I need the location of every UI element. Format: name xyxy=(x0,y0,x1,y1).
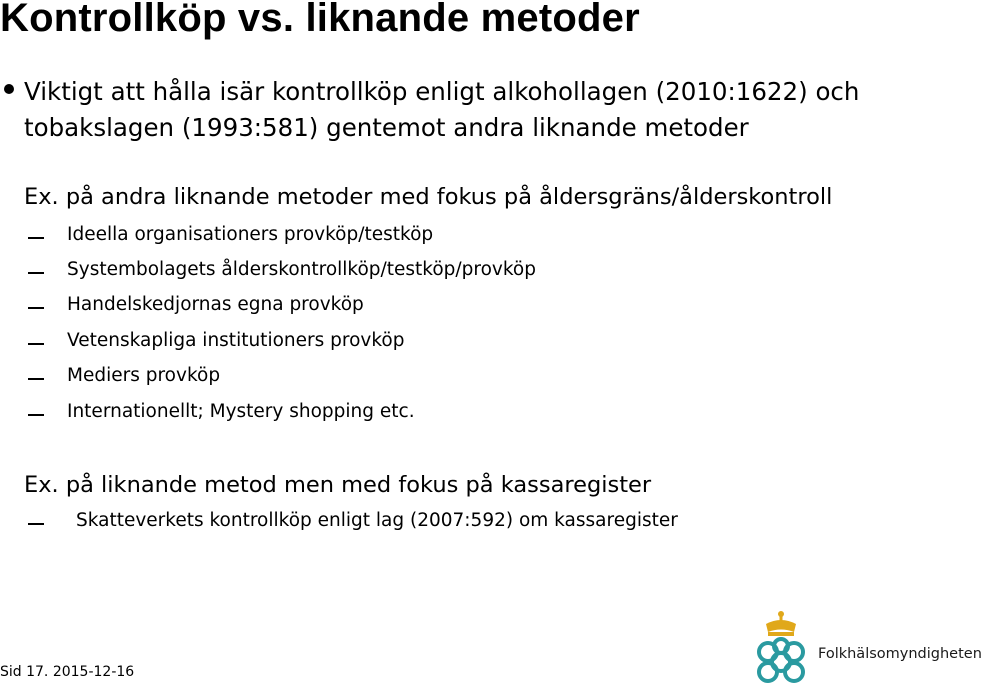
bullet-dot-icon xyxy=(4,84,14,94)
main-bullet-line1: Viktigt att hålla isär kontrollköp enligt alkohollagen (2010:1622) och xyxy=(24,77,860,106)
main-bullet-text xyxy=(24,74,860,142)
section2-heading: Ex. på liknande metod men med fokus på kassaregister xyxy=(24,472,652,498)
section1-item: Internationellt; Mystery shopping etc. xyxy=(67,401,415,422)
section1-item: Handelskedjornas egna provköp xyxy=(67,294,364,315)
section1-item: Ideella organisationers provköp/testköp xyxy=(67,224,434,245)
section2-item: Skatteverkets kontrollköp enligt lag (2007:592) om kassaregister xyxy=(76,510,678,531)
section1-item: Mediers provköp xyxy=(67,365,221,386)
logo-name: Folkhälsomyndigheten xyxy=(818,646,982,662)
main-bullet-line2: tobakslagen (1993:581) gentemot andra liknande metoder xyxy=(24,113,749,142)
crown-icon xyxy=(766,611,796,636)
dash-icon xyxy=(28,378,44,380)
folkhalsomyndigheten-crown-emblem-icon xyxy=(748,610,814,684)
slide-title: Kontrollköp vs. liknande metoder xyxy=(0,0,640,40)
section1-item: Vetenskapliga institutioners provköp xyxy=(67,330,405,351)
footer-page-label: Sid 17. 2015-12-16 xyxy=(0,664,135,680)
dash-icon xyxy=(28,237,44,239)
dash-icon xyxy=(28,272,44,274)
section1-item: Systembolagets ålderskontrollköp/testköp/provköp xyxy=(67,259,536,280)
rings-icon xyxy=(759,639,803,681)
section1-heading: Ex. på andra liknande metoder med fokus på åldersgräns/ålderskontroll xyxy=(24,184,833,210)
dash-icon xyxy=(28,307,44,309)
dash-icon xyxy=(28,343,44,345)
dash-icon xyxy=(28,523,44,525)
dash-icon xyxy=(28,414,44,416)
